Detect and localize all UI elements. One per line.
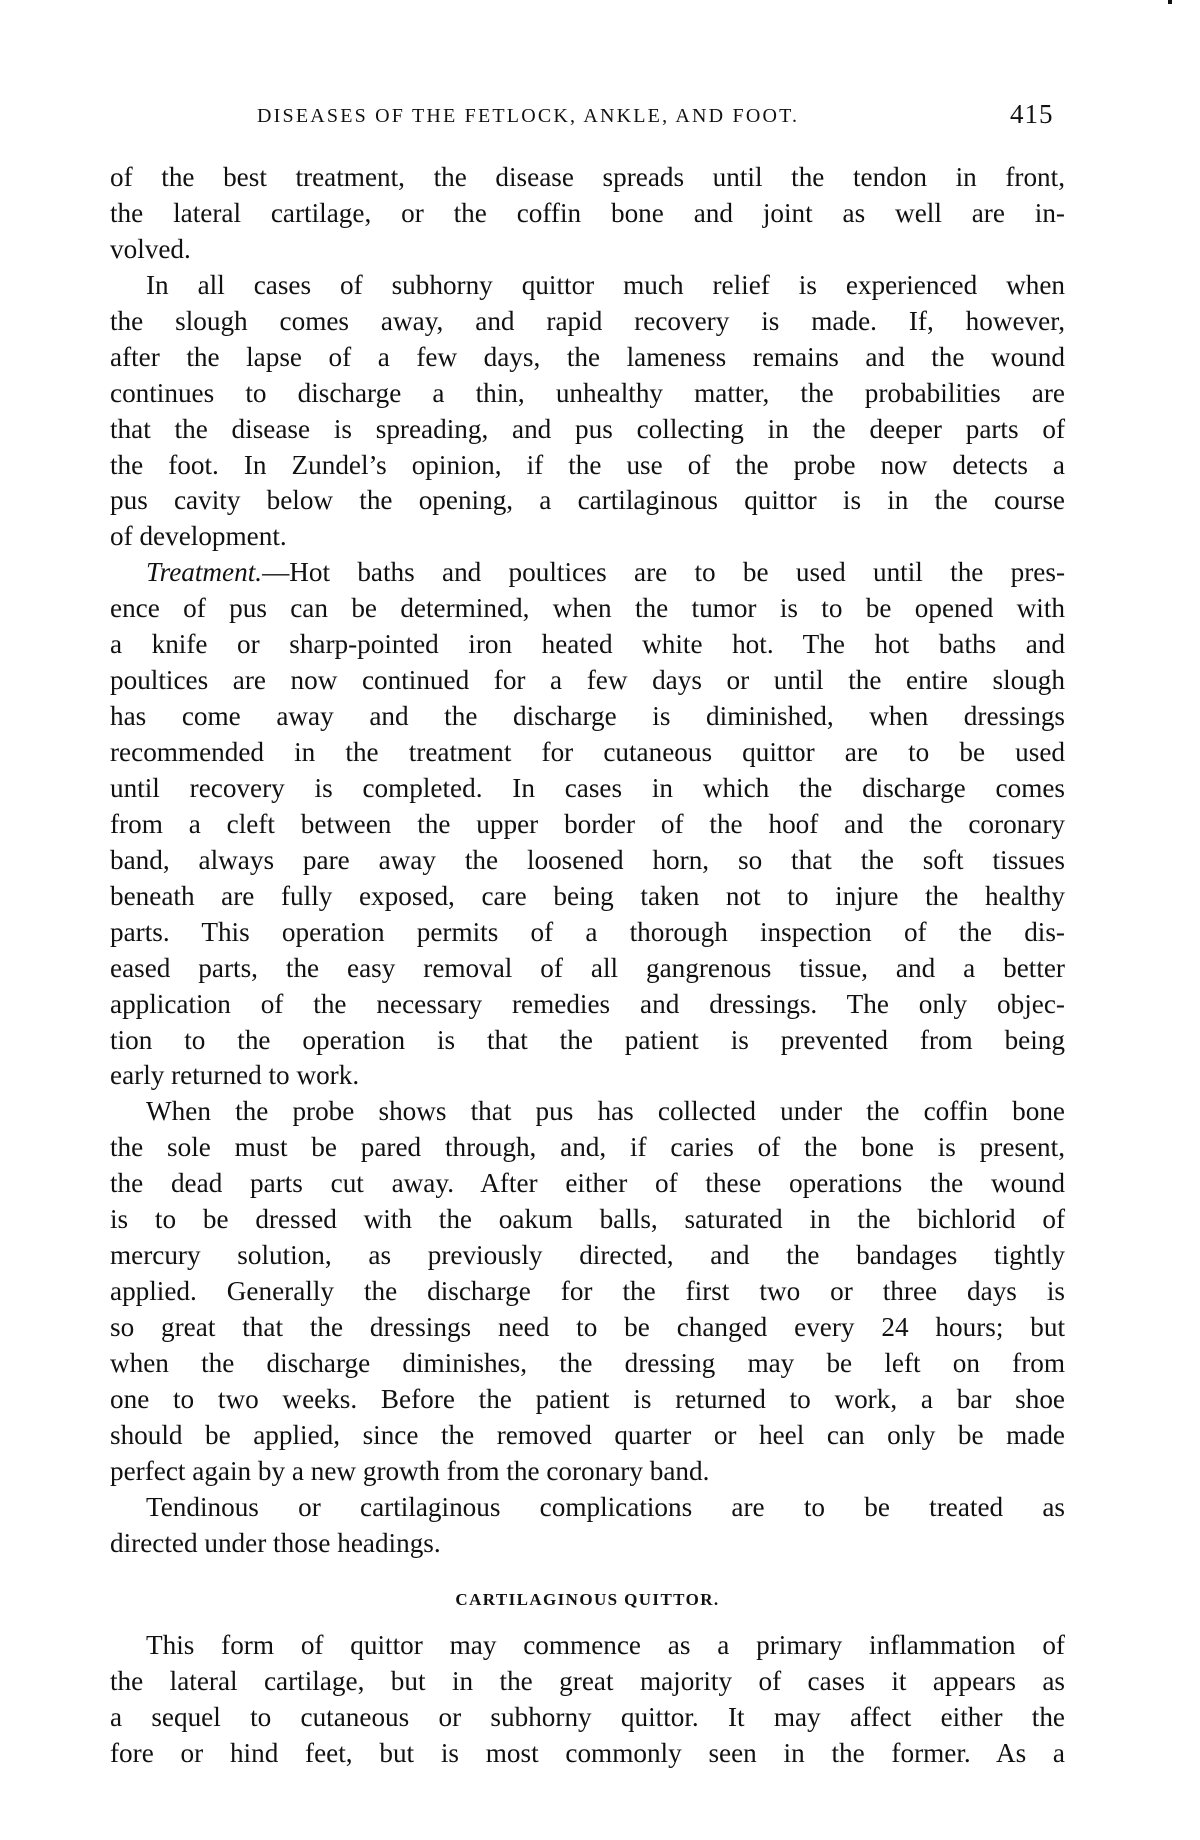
text-line <box>110 555 1065 591</box>
text-line: the sole must be pared through, and, if caries of the bone is present, <box>110 1132 1065 1163</box>
text-line: perfect again by a new growth from the coronary band. <box>110 1455 710 1486</box>
body-text-section-1 <box>110 160 1065 1562</box>
text-line: has come away and the discharge is diminished, when dressings <box>110 701 1065 732</box>
page-number: 415 <box>1010 99 1054 129</box>
text-line: mercury solution, as previously directed, and the bandages tightly <box>110 1240 1065 1271</box>
text-line: pus cavity below the opening, a cartilaginous quittor is in the course <box>110 485 1065 516</box>
section-heading: CARTILAGINOUS QUITTOR. <box>455 1590 720 1609</box>
paragraph-treatment <box>110 555 1065 1094</box>
text-line: beneath are fully exposed, care being taken not to injure the healthy <box>110 880 1065 911</box>
text-line: that the disease is spreading, and pus collecting in the deeper parts of <box>110 413 1065 444</box>
text-line: ence of pus can be determined, when the tumor is to be opened with <box>110 593 1065 624</box>
text-line: until recovery is completed. In cases in which the discharge comes <box>110 772 1065 803</box>
text-line: volved. <box>110 233 191 264</box>
treatment-italic-lead: Treatment. <box>146 557 263 588</box>
body-text-section-2 <box>110 1628 1065 1772</box>
text-line: When the probe shows that pus has collected under the coffin bone <box>146 1096 1065 1127</box>
text-line: one to two weeks. Before the patient is returned to work, a bar shoe <box>110 1383 1065 1414</box>
text-line: Tendinous or cartilaginous complications are to be treated as <box>146 1491 1065 1522</box>
text-line: after the lapse of a few days, the lameness remains and the wound <box>110 341 1065 372</box>
paragraph-probe-coffin-bone <box>110 1094 1065 1489</box>
text-line: when the discharge diminishes, the dressing may be left on from <box>110 1347 1065 1378</box>
text-line: the foot. In Zundel’s opinion, if the use of the probe now detects a <box>110 449 1065 480</box>
paragraph-continuation <box>110 160 1065 268</box>
paragraph-complications <box>110 1490 1065 1562</box>
text-line: parts. This operation permits of a thorough inspection of the dis- <box>110 916 1065 947</box>
text-line: so great that the dressings need to be changed every 24 hours; but <box>110 1312 1065 1342</box>
text-line: poultices are now continued for a few days or until the entire slough <box>110 665 1065 696</box>
text-line: early returned to work. <box>110 1060 360 1091</box>
text-line: the lateral cartilage, but in the great majority of cases it appears as <box>110 1665 1065 1696</box>
text-line: is to be dressed with the oakum balls, saturated in the bichlorid of <box>110 1204 1065 1235</box>
text-line: should be applied, since the removed quarter or heel can only be made <box>110 1419 1065 1450</box>
text-line-rest: —Hot baths and poultices are to be used until the pres- <box>262 557 1065 588</box>
text-line: recommended in the treatment for cutaneous quittor are to be used <box>110 737 1065 767</box>
text-line: a sequel to cutaneous or subhorny quittor. It may affect either the <box>110 1701 1065 1732</box>
text-line: of the best treatment, the disease spreads until the tendon in front, <box>110 162 1065 192</box>
text-line: application of the necessary remedies and dressings. The only objec- <box>110 988 1065 1019</box>
paragraph-subhorny-relief <box>110 268 1065 556</box>
text-line: continues to discharge a thin, unhealthy matter, the probabilities are <box>110 377 1065 408</box>
text-line: the dead parts cut away. After either of these operations the wound <box>110 1168 1065 1199</box>
text-line: tion to the operation is that the patient is prevented from being <box>110 1024 1065 1055</box>
text-line: In all cases of subhorny quittor much relief is experienced when <box>146 269 1065 300</box>
text-line: eased parts, the easy removal of all gangrenous tissue, and a better <box>110 952 1065 983</box>
text-line: of development. <box>110 521 287 552</box>
text-line: applied. Generally the discharge for the first two or three days is <box>110 1276 1065 1307</box>
text-line: from a cleft between the upper border of the hoof and the coronary <box>110 808 1065 839</box>
text-line: This form of quittor may commence as a primary inflammation of <box>146 1630 1065 1660</box>
text-line: the lateral cartilage, or the coffin bone and joint as well are in- <box>110 197 1065 228</box>
text-line: band, always pare away the loosened horn, so that the soft tissues <box>110 844 1065 875</box>
paragraph-cartilaginous-intro <box>110 1628 1065 1772</box>
text-line: the slough comes away, and rapid recovery is made. If, however, <box>110 305 1065 336</box>
scan-speck <box>1168 0 1172 4</box>
running-head: DISEASES OF THE FETLOCK, ANKLE, AND FOOT. <box>257 105 800 127</box>
text-line: directed under those headings. <box>110 1527 441 1558</box>
text-line: fore or hind feet, but is most commonly seen in the former. As a <box>110 1737 1065 1768</box>
text-line: a knife or sharp-pointed iron heated white hot. The hot baths and <box>110 629 1065 660</box>
